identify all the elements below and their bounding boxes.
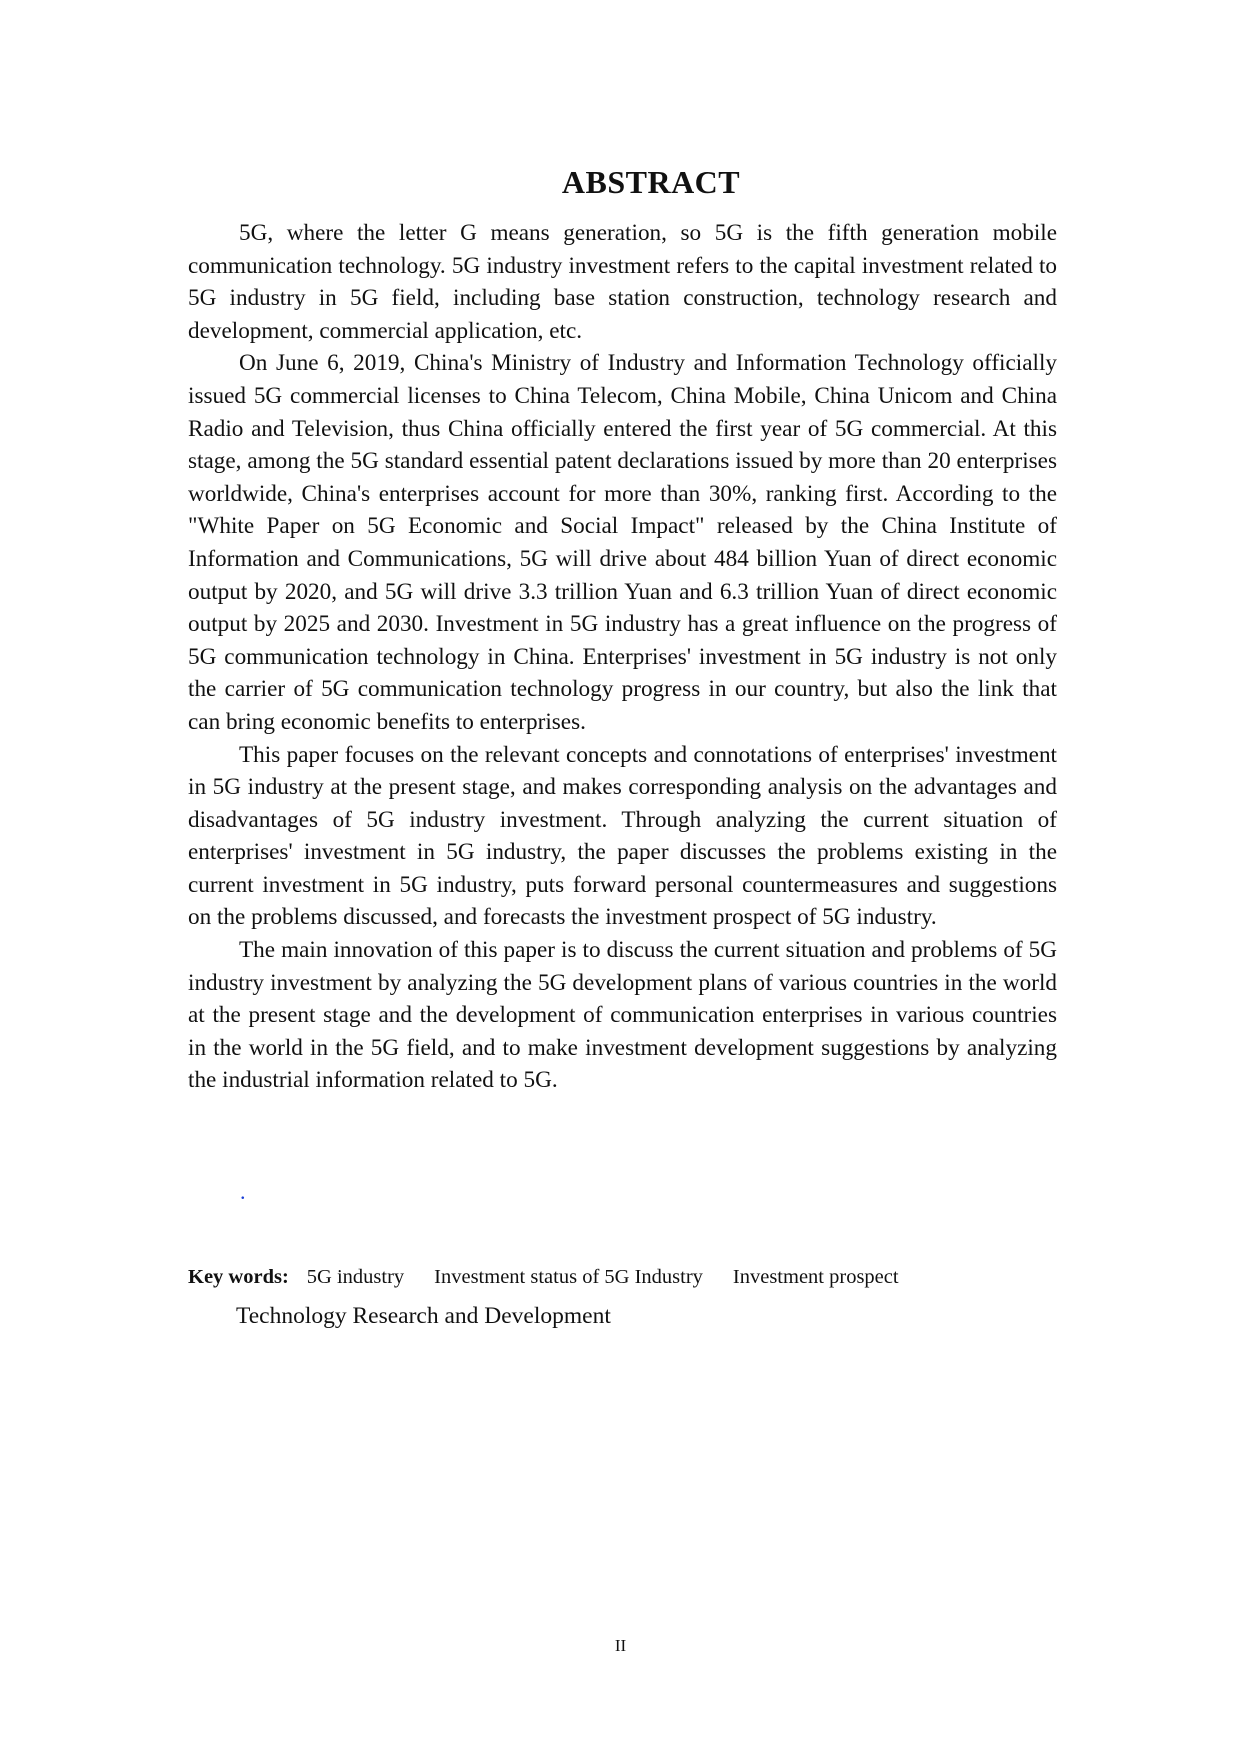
page-number: II xyxy=(614,1636,627,1655)
abstract-paragraph-3: This paper focuses on the relevant concepts and connotations of enterprises' investment in 5G industry at the present stage, and makes corresponding analysis on the advantages and disadvantages of 5G industry investment. Through analyzing the current situation of enterprises' investment in 5G industry, the paper discusses the problems existing in the current investment in 5G industry, puts forward personal countermeasures and suggestions on the problems discussed, and forecasts the investment prospect of 5G industry. xyxy=(188,741,1057,931)
abstract-paragraph-1: 5G, where the letter G means generation, so 5G is the fifth generation mobile communication technology. 5G industry investment refers to the capital investment related to 5G industry in 5G field, including base station construction, technology research and development, commercial application, etc. xyxy=(188,220,1057,344)
abstract-paragraph-2: On June 6, 2019, China's Ministry of Industry and Information Technology officially issued 5G commercial licenses to China Telecom, China Mobile, China Unicom and China Radio and Television, thus China officially entered the first year of 5G commercial. At this stage, among the 5G standard essential patent declarations issued by more than 20 enterprises worldwide, China's enterprises account for more than 30%, ranking first. According to the "White Paper on 5G Economic and Social Impact" released by the China Institute of Information and Communications, 5G will drive about 484 billion Yuan of direct economic output by 2020, and 5G will drive 3.3 trillion Yuan and 6.3 trillion Yuan of direct economic output by 2025 and 2030. Investment in 5G industry has a great influence on the progress of 5G communication technology in China. Enterprises' investment in 5G industry is not only the carrier of 5G communication technology progress in our country, but also the link that can bring economic benefits to enterprises. xyxy=(188,350,1057,735)
keyword-item: Investment prospect xyxy=(732,1266,899,1288)
keywords-label: Key words: xyxy=(188,1266,289,1288)
abstract-paragraph-4: The main innovation of this paper is to discuss the current situation and problems of 5G industry investment by analyzing the 5G development plans of various countries in the world at the present stage and the development of communication enterprises in various countries in the world in the 5G field, and to make investment development suggestions by analyzing the industrial information related to 5G. xyxy=(188,937,1057,1094)
abstract-title: ABSTRACT xyxy=(561,164,741,200)
keyword-item: Technology Research and Development xyxy=(236,1303,611,1329)
keywords-line xyxy=(188,1263,1088,1291)
keyword-item: 5G industry xyxy=(306,1266,405,1288)
stray-mark: . xyxy=(240,1179,246,1204)
keyword-item: Investment status of 5G Industry xyxy=(434,1266,703,1288)
abstract-body xyxy=(188,217,1057,1097)
